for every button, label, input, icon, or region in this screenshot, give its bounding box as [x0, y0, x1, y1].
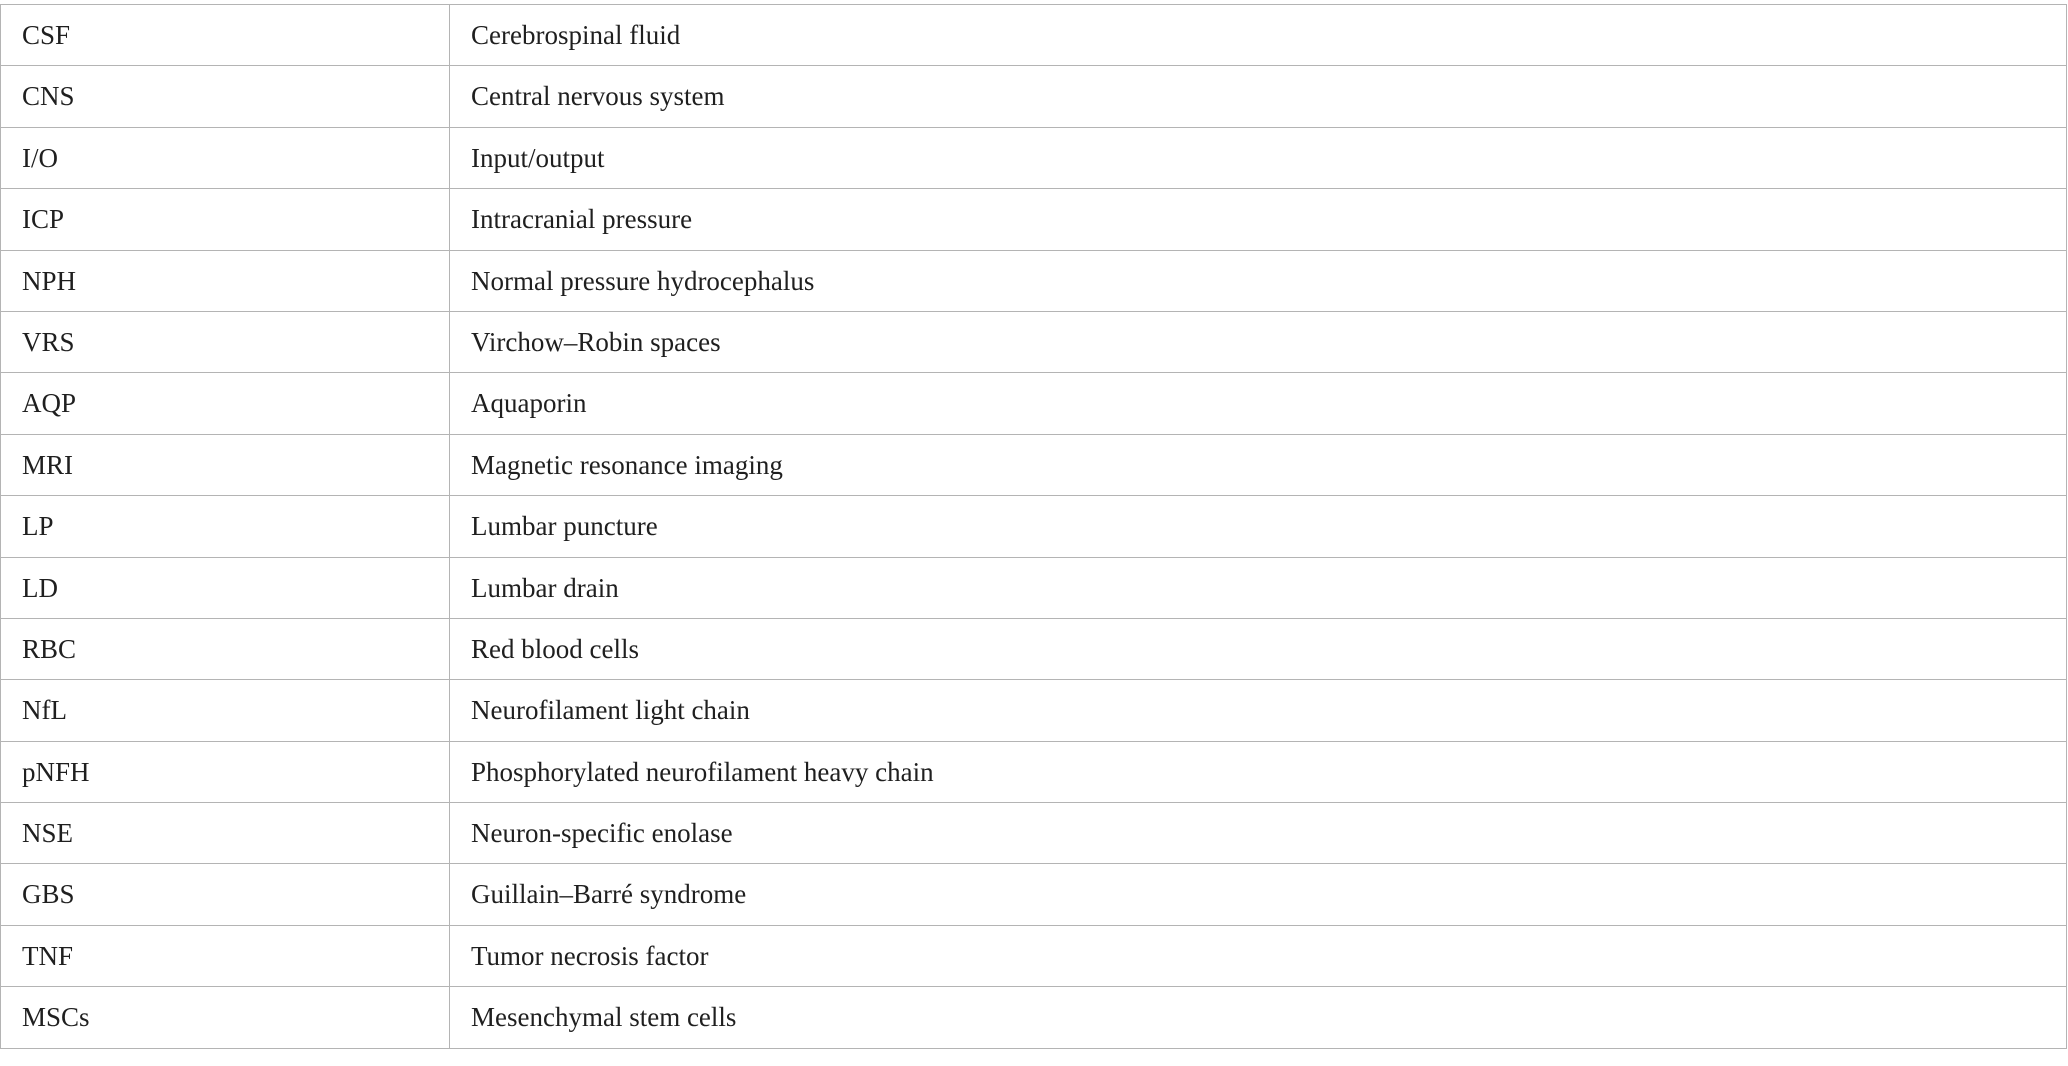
definition-cell: Lumbar drain [450, 557, 2067, 618]
table-row [1, 373, 2067, 434]
definition-cell: Input/output [450, 127, 2067, 188]
table-row [1, 987, 2067, 1048]
table-row [1, 189, 2067, 250]
abbreviation-cell: pNFH [1, 741, 450, 802]
abbreviation-cell: NfL [1, 680, 450, 741]
definition-cell: Aquaporin [450, 373, 2067, 434]
abbreviation-cell: LP [1, 496, 450, 557]
definition-cell: Cerebrospinal fluid [450, 5, 2067, 66]
definition-cell: Intracranial pressure [450, 189, 2067, 250]
abbreviation-cell: AQP [1, 373, 450, 434]
table-row [1, 741, 2067, 802]
abbreviations-table-body [1, 5, 2067, 1049]
abbreviation-cell: NSE [1, 803, 450, 864]
table-row [1, 864, 2067, 925]
abbreviation-cell: TNF [1, 925, 450, 986]
definition-cell: Virchow–Robin spaces [450, 311, 2067, 372]
table-row [1, 127, 2067, 188]
abbreviation-cell: VRS [1, 311, 450, 372]
table-row [1, 925, 2067, 986]
definition-cell: Magnetic resonance imaging [450, 434, 2067, 495]
definition-cell: Normal pressure hydrocephalus [450, 250, 2067, 311]
table-row [1, 5, 2067, 66]
abbreviation-cell: GBS [1, 864, 450, 925]
definition-cell: Lumbar puncture [450, 496, 2067, 557]
table-row [1, 557, 2067, 618]
definition-cell: Neuron-specific enolase [450, 803, 2067, 864]
definition-cell: Central nervous system [450, 66, 2067, 127]
table-row [1, 66, 2067, 127]
abbreviation-cell: CSF [1, 5, 450, 66]
abbreviation-cell: MSCs [1, 987, 450, 1048]
definition-cell: Mesenchymal stem cells [450, 987, 2067, 1048]
table-row [1, 618, 2067, 679]
abbreviations-table [0, 4, 2067, 1049]
table-row [1, 680, 2067, 741]
table-row [1, 496, 2067, 557]
definition-cell: Tumor necrosis factor [450, 925, 2067, 986]
abbreviation-cell: ICP [1, 189, 450, 250]
abbreviation-cell: LD [1, 557, 450, 618]
table-row [1, 311, 2067, 372]
abbreviation-cell: CNS [1, 66, 450, 127]
definition-cell: Phosphorylated neurofilament heavy chain [450, 741, 2067, 802]
table-row [1, 803, 2067, 864]
table-row [1, 434, 2067, 495]
definition-cell: Neurofilament light chain [450, 680, 2067, 741]
abbreviation-cell: I/O [1, 127, 450, 188]
abbreviation-cell: MRI [1, 434, 450, 495]
definition-cell: Red blood cells [450, 618, 2067, 679]
table-row [1, 250, 2067, 311]
abbreviation-cell: NPH [1, 250, 450, 311]
definition-cell: Guillain–Barré syndrome [450, 864, 2067, 925]
abbreviation-cell: RBC [1, 618, 450, 679]
